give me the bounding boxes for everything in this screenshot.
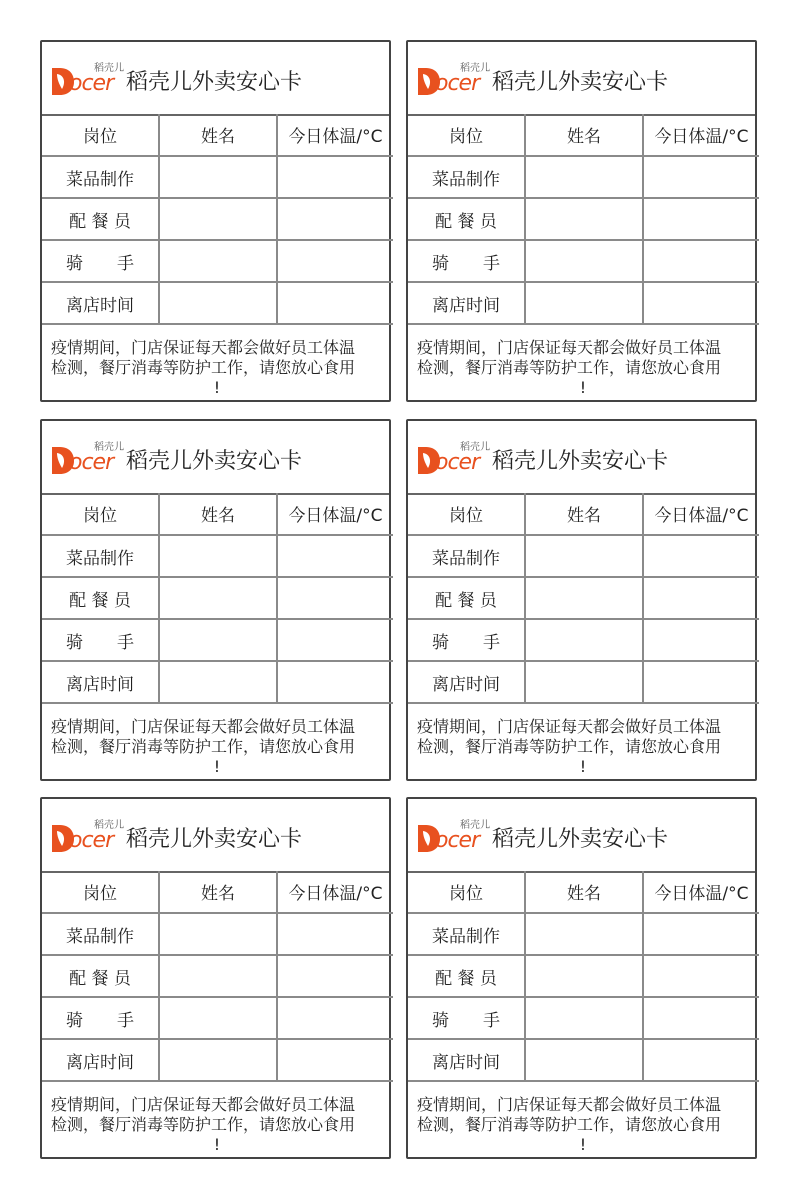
table-header-row bbox=[42, 493, 393, 535]
header-name: 姓名 bbox=[525, 871, 643, 913]
docer-logo bbox=[416, 439, 490, 477]
header-position: 岗位 bbox=[42, 114, 159, 156]
temperature-cell[interactable] bbox=[277, 1039, 393, 1081]
row-label: 配 餐 员 bbox=[42, 198, 159, 240]
notice-line-1: 疫情期间，门店保证每天都会做好员工体温 bbox=[51, 717, 356, 736]
header-temperature: 今日体温/°C bbox=[277, 493, 393, 535]
header-position: 岗位 bbox=[42, 871, 159, 913]
header-name: 姓名 bbox=[159, 114, 277, 156]
staff-table bbox=[408, 871, 759, 1082]
table-header-row bbox=[408, 114, 759, 156]
name-cell[interactable] bbox=[525, 661, 643, 703]
temperature-cell[interactable] bbox=[277, 913, 393, 955]
header-position: 岗位 bbox=[408, 493, 525, 535]
logo-small-text: 稻壳儿 bbox=[94, 63, 124, 74]
table-row bbox=[42, 156, 393, 198]
notice-line-3: ! bbox=[213, 757, 221, 776]
table-row bbox=[42, 955, 393, 997]
name-cell[interactable] bbox=[159, 619, 277, 661]
name-cell[interactable] bbox=[159, 156, 277, 198]
row-label: 离店时间 bbox=[42, 1039, 159, 1081]
header-name: 姓名 bbox=[159, 871, 277, 913]
temperature-cell[interactable] bbox=[643, 1039, 759, 1081]
name-cell[interactable] bbox=[525, 1039, 643, 1081]
row-label: 配 餐 员 bbox=[408, 577, 525, 619]
logo-small-text: 稻壳儿 bbox=[460, 442, 490, 453]
header-temperature: 今日体温/°C bbox=[277, 114, 393, 156]
logo-small-text: 稻壳儿 bbox=[460, 820, 490, 831]
notice-line-1: 疫情期间，门店保证每天都会做好员工体温 bbox=[417, 1095, 722, 1114]
notice-line-3: ! bbox=[579, 757, 587, 776]
table-row bbox=[408, 577, 759, 619]
logo-small-text: 稻壳儿 bbox=[94, 442, 124, 453]
temperature-cell[interactable] bbox=[277, 955, 393, 997]
table-row bbox=[42, 577, 393, 619]
name-cell[interactable] bbox=[159, 535, 277, 577]
logo-word: ocer bbox=[69, 450, 114, 475]
name-cell[interactable] bbox=[159, 955, 277, 997]
card-header bbox=[42, 42, 389, 116]
table-row bbox=[408, 997, 759, 1039]
name-cell[interactable] bbox=[525, 955, 643, 997]
table-row bbox=[42, 913, 393, 955]
name-cell[interactable] bbox=[525, 577, 643, 619]
table-row bbox=[408, 282, 759, 324]
notice-line-3: ! bbox=[579, 378, 587, 397]
row-label: 离店时间 bbox=[42, 661, 159, 703]
table-row bbox=[408, 240, 759, 282]
table-header-row bbox=[408, 871, 759, 913]
safety-card bbox=[406, 419, 757, 781]
row-label: 菜品制作 bbox=[408, 535, 525, 577]
card-title: 稻壳儿外卖安心卡 bbox=[126, 70, 303, 95]
name-cell[interactable] bbox=[159, 661, 277, 703]
table-row bbox=[42, 661, 393, 703]
staff-table bbox=[408, 114, 759, 325]
logo-small-text: 稻壳儿 bbox=[94, 820, 124, 831]
safety-card bbox=[406, 797, 757, 1159]
notice-line-2: 检测，餐厅消毒等防护工作，请您放心食用 bbox=[417, 737, 722, 756]
temperature-cell[interactable] bbox=[643, 156, 759, 198]
temperature-cell[interactable] bbox=[277, 661, 393, 703]
name-cell[interactable] bbox=[159, 1039, 277, 1081]
temperature-cell[interactable] bbox=[643, 619, 759, 661]
temperature-cell[interactable] bbox=[643, 661, 759, 703]
safety-card bbox=[40, 419, 391, 781]
notice-line-1: 疫情期间，门店保证每天都会做好员工体温 bbox=[51, 338, 356, 357]
card-header bbox=[42, 799, 389, 873]
card-header bbox=[408, 421, 755, 495]
temperature-cell[interactable] bbox=[643, 198, 759, 240]
row-label: 骑 手 bbox=[408, 619, 525, 661]
staff-table bbox=[42, 871, 393, 1082]
row-label: 配 餐 员 bbox=[408, 955, 525, 997]
table-row bbox=[42, 240, 393, 282]
safety-card bbox=[406, 40, 757, 402]
notice-text bbox=[417, 1095, 749, 1155]
notice-text bbox=[51, 338, 383, 398]
header-name: 姓名 bbox=[525, 493, 643, 535]
temperature-cell[interactable] bbox=[277, 535, 393, 577]
card-header bbox=[42, 421, 389, 495]
name-cell[interactable] bbox=[159, 577, 277, 619]
notice-line-1: 疫情期间，门店保证每天都会做好员工体温 bbox=[51, 1095, 356, 1114]
notice-line-2: 检测，餐厅消毒等防护工作，请您放心食用 bbox=[51, 737, 356, 756]
temperature-cell[interactable] bbox=[643, 535, 759, 577]
row-label: 离店时间 bbox=[408, 661, 525, 703]
row-label: 骑 手 bbox=[408, 997, 525, 1039]
name-cell[interactable] bbox=[525, 240, 643, 282]
card-title: 稻壳儿外卖安心卡 bbox=[492, 70, 669, 95]
staff-table bbox=[42, 493, 393, 704]
name-cell[interactable] bbox=[525, 535, 643, 577]
temperature-cell[interactable] bbox=[277, 240, 393, 282]
temperature-cell[interactable] bbox=[643, 913, 759, 955]
name-cell[interactable] bbox=[525, 198, 643, 240]
docer-logo bbox=[50, 60, 124, 98]
row-label: 离店时间 bbox=[408, 282, 525, 324]
table-row bbox=[408, 156, 759, 198]
notice-text bbox=[417, 338, 749, 398]
table-row bbox=[42, 282, 393, 324]
name-cell[interactable] bbox=[525, 619, 643, 661]
notice-line-2: 检测，餐厅消毒等防护工作，请您放心食用 bbox=[417, 1115, 722, 1134]
row-label: 骑 手 bbox=[42, 240, 159, 282]
docer-logo bbox=[50, 817, 124, 855]
name-cell[interactable] bbox=[525, 997, 643, 1039]
table-row bbox=[42, 535, 393, 577]
docer-logo bbox=[416, 817, 490, 855]
logo-word: ocer bbox=[435, 828, 480, 853]
header-temperature: 今日体温/°C bbox=[643, 493, 759, 535]
row-label: 配 餐 员 bbox=[408, 198, 525, 240]
temperature-cell[interactable] bbox=[277, 282, 393, 324]
table-row bbox=[42, 198, 393, 240]
table-header-row bbox=[42, 114, 393, 156]
name-cell[interactable] bbox=[525, 913, 643, 955]
table-row bbox=[408, 661, 759, 703]
header-position: 岗位 bbox=[408, 114, 525, 156]
notice-line-3: ! bbox=[213, 378, 221, 397]
table-row bbox=[42, 1039, 393, 1081]
card-title: 稻壳儿外卖安心卡 bbox=[492, 827, 669, 852]
header-position: 岗位 bbox=[42, 493, 159, 535]
row-label: 骑 手 bbox=[408, 240, 525, 282]
name-cell[interactable] bbox=[159, 198, 277, 240]
name-cell[interactable] bbox=[525, 156, 643, 198]
temperature-cell[interactable] bbox=[643, 282, 759, 324]
header-temperature: 今日体温/°C bbox=[643, 114, 759, 156]
table-row bbox=[408, 913, 759, 955]
row-label: 菜品制作 bbox=[42, 535, 159, 577]
temperature-cell[interactable] bbox=[277, 198, 393, 240]
temperature-cell[interactable] bbox=[643, 577, 759, 619]
temperature-cell[interactable] bbox=[277, 156, 393, 198]
table-row bbox=[408, 198, 759, 240]
staff-table bbox=[42, 114, 393, 325]
staff-table bbox=[408, 493, 759, 704]
name-cell[interactable] bbox=[159, 997, 277, 1039]
logo-word: ocer bbox=[69, 71, 114, 96]
logo-word: ocer bbox=[69, 828, 114, 853]
notice-line-1: 疫情期间，门店保证每天都会做好员工体温 bbox=[417, 717, 722, 736]
header-temperature: 今日体温/°C bbox=[643, 871, 759, 913]
notice-text bbox=[417, 717, 749, 777]
temperature-cell[interactable] bbox=[643, 997, 759, 1039]
notice-line-2: 检测，餐厅消毒等防护工作，请您放心食用 bbox=[51, 1115, 356, 1134]
row-label: 骑 手 bbox=[42, 997, 159, 1039]
name-cell[interactable] bbox=[159, 240, 277, 282]
safety-card bbox=[40, 40, 391, 402]
table-row bbox=[42, 619, 393, 661]
logo-word: ocer bbox=[435, 450, 480, 475]
table-row bbox=[408, 619, 759, 661]
row-label: 配 餐 员 bbox=[42, 955, 159, 997]
name-cell[interactable] bbox=[159, 282, 277, 324]
row-label: 菜品制作 bbox=[408, 913, 525, 955]
card-title: 稻壳儿外卖安心卡 bbox=[492, 449, 669, 474]
notice-line-1: 疫情期间，门店保证每天都会做好员工体温 bbox=[417, 338, 722, 357]
table-row bbox=[408, 1039, 759, 1081]
card-title: 稻壳儿外卖安心卡 bbox=[126, 827, 303, 852]
logo-small-text: 稻壳儿 bbox=[460, 63, 490, 74]
header-name: 姓名 bbox=[525, 114, 643, 156]
notice-line-2: 检测，餐厅消毒等防护工作，请您放心食用 bbox=[417, 358, 722, 377]
name-cell[interactable] bbox=[525, 282, 643, 324]
table-row bbox=[42, 997, 393, 1039]
temperature-cell[interactable] bbox=[643, 955, 759, 997]
header-name: 姓名 bbox=[159, 493, 277, 535]
row-label: 离店时间 bbox=[42, 282, 159, 324]
temperature-cell[interactable] bbox=[643, 240, 759, 282]
temperature-cell[interactable] bbox=[277, 577, 393, 619]
notice-line-2: 检测，餐厅消毒等防护工作，请您放心食用 bbox=[51, 358, 356, 377]
card-title: 稻壳儿外卖安心卡 bbox=[126, 449, 303, 474]
name-cell[interactable] bbox=[159, 913, 277, 955]
table-row bbox=[408, 535, 759, 577]
table-header-row bbox=[408, 493, 759, 535]
header-position: 岗位 bbox=[408, 871, 525, 913]
row-label: 菜品制作 bbox=[408, 156, 525, 198]
header-temperature: 今日体温/°C bbox=[277, 871, 393, 913]
docer-logo bbox=[416, 60, 490, 98]
temperature-cell[interactable] bbox=[277, 997, 393, 1039]
card-header bbox=[408, 42, 755, 116]
notice-line-3: ! bbox=[213, 1135, 221, 1154]
docer-logo bbox=[50, 439, 124, 477]
row-label: 菜品制作 bbox=[42, 156, 159, 198]
card-header bbox=[408, 799, 755, 873]
safety-card bbox=[40, 797, 391, 1159]
temperature-cell[interactable] bbox=[277, 619, 393, 661]
notice-text bbox=[51, 1095, 383, 1155]
row-label: 配 餐 员 bbox=[42, 577, 159, 619]
table-header-row bbox=[42, 871, 393, 913]
logo-word: ocer bbox=[435, 71, 480, 96]
table-row bbox=[408, 955, 759, 997]
notice-text bbox=[51, 717, 383, 777]
row-label: 离店时间 bbox=[408, 1039, 525, 1081]
row-label: 菜品制作 bbox=[42, 913, 159, 955]
row-label: 骑 手 bbox=[42, 619, 159, 661]
notice-line-3: ! bbox=[579, 1135, 587, 1154]
